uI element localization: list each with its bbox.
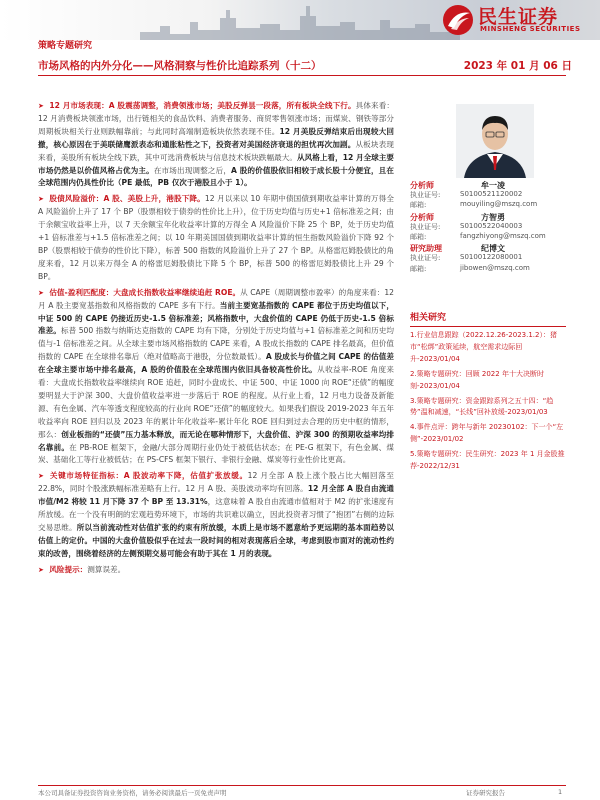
para-emphasis: 所以当前流动性对估值扩张的约束有所放缓，本质上是市场不愿意给予更远期的基本面趋势以估值上的定价。中国的大盘价值股似乎在过去一段时间的相对表现落后全球，考虑到股市面对的流动性约束的改善，围绕着经济的左侧预期交易可能会有助于其在 1 月的表现。 xyxy=(38,523,395,558)
para-emphasis: A 股的价值股依旧相较于成长股十分便宜，且在全球范围内仍具性价比（PE 最低，PB 仅次于港股且小于 1）。 xyxy=(38,165,394,188)
report-title: 市场风格的内外分化——风格洞察与性价比追踪系列（十二） xyxy=(38,60,322,72)
email-label: 邮箱: xyxy=(410,264,427,273)
analyst-email[interactable]: jibowen@mszq.com xyxy=(460,263,530,272)
analyst-header xyxy=(410,243,566,253)
analyst-role: 分析师 xyxy=(410,181,434,190)
summary-paragraph-5 xyxy=(38,564,394,577)
summary-paragraph-4 xyxy=(38,470,394,560)
analyst-list xyxy=(410,180,566,274)
analyst-block xyxy=(410,180,566,211)
triangle-bullet-icon: ➤ xyxy=(38,288,44,297)
para-lead: 关键市场特征指标：A 股波动率下降，估值扩张放缓。 xyxy=(49,471,248,481)
triangle-bullet-icon: ➤ xyxy=(38,102,44,110)
brand-name-cn: 民生证券 xyxy=(478,6,559,28)
city-skyline-graphic xyxy=(140,4,460,40)
para-lead: 12 月市场表现：A 股震荡调整，消费领涨市场；美股反弹昙一段落，所有板块全线下行。 xyxy=(49,101,356,110)
brand-name-en: MINSHENG SECURITIES xyxy=(480,25,581,33)
report-series: 策略专题研究 xyxy=(38,41,93,51)
para-emphasis: 从风格上看，12 月全球主要市场仍然是以价值风格占优为主。 xyxy=(38,152,395,175)
para-text: 从收益率-ROE 角度来看：大盘成长指数收益率继续向 ROE 追赶，同时小盘成长、中证 500、中证 1000 向 ROE“还债”的幅度要明显大于沪深 300、大盘价值收益率进一步落后于 ROE 的程度。从行业上看，12 月电力设备及新能源、有色金属、汽车等透支程度较高的行业向 ROE“还债”的幅度较大。如果我们假设 2019-2023 年五年收益率向 ROE 回归以及 2023 年的累计年化收益率-累计年化 ROE 回归到过去合理的历史中枢的情形，那么： xyxy=(38,365,394,439)
title-divider xyxy=(38,75,566,76)
triangle-bullet-icon: ➤ xyxy=(38,565,44,574)
para-text: ，这意味着 A 股自由流通市值相对于 M2 的扩张速度有所放缓。在一个没有明朗的宏观趋势环境下，市场的共识难以确立，因此投资者习惯了“抱团”右侧的边际交易思维。 xyxy=(38,497,394,532)
para-text: 从板块表现来看，美股所有板块全线下跌，其中可选消费板块与信息技术板块跌幅最大。 xyxy=(38,139,395,162)
related-research-link[interactable]: 2.策略专题研究：回顾 2022 年十大决断时刻-2023/01/04 xyxy=(410,369,544,390)
email-label: 邮箱: xyxy=(410,201,427,210)
analyst-header xyxy=(410,180,566,190)
license-label: 执业证号: xyxy=(410,222,441,231)
analyst-email-row xyxy=(410,264,566,274)
para-text: 在市场出现调整之后， xyxy=(153,165,232,175)
analyst-role: 研究助理 xyxy=(410,244,442,254)
summary-paragraph-1 xyxy=(38,100,394,190)
para-lead: 估值-盈利匹配度：大盘成长指数收益率继续追赶 ROE。 xyxy=(49,287,241,297)
analyst-block xyxy=(410,243,566,274)
analyst-header xyxy=(410,212,566,222)
analyst-license-row xyxy=(410,253,566,263)
analyst-name: 牟一凌 xyxy=(481,181,505,190)
para-lead: 股债风险溢价：A 股、美股上升，港股下降。 xyxy=(49,194,205,204)
license-label: 执业证号: xyxy=(410,254,441,263)
related-research-link[interactable]: 4.事件点评：跨年与新年 20230102：下一个“左侧”-2023/01/02 xyxy=(410,423,564,444)
analyst-license: S0100522040003 xyxy=(460,221,523,230)
license-label: 执业证号: xyxy=(410,191,441,200)
brand-logo xyxy=(442,2,592,38)
analyst-email[interactable]: mouyiling@mszq.com xyxy=(460,200,538,209)
footer-doc-type: 证券研究报告 xyxy=(466,789,505,797)
summary-column xyxy=(38,100,394,580)
related-research xyxy=(410,310,566,473)
header-banner xyxy=(0,0,600,40)
page-number: 1 xyxy=(558,788,563,796)
analyst-block xyxy=(410,212,566,243)
para-lead: 风险提示： xyxy=(49,564,88,574)
summary-paragraph-3 xyxy=(38,287,394,468)
para-emphasis: A 股成长与价值之间 CAPE 的估值差在全球主要市场中排名最高，A 股的价值股在全球范围内依旧具备较高性价比。 xyxy=(38,352,394,375)
para-text: 标普 500 指数与纳斯达克指数的 CAPE 均有下降，分别处于历史均值与+1 倍标准差之间和历史均值与-1 倍标准差之间。从全球主要市场风格指数的 CAPE 来看，A 股成长指数的 CAPE 排名最高，但价值指数的 CAPE 在全球排名靠后（绝对值略高于港股，分位数最低）。 xyxy=(38,326,394,362)
analyst-license: S0100122080001 xyxy=(460,253,523,262)
report-date: 2023 年 01 月 06 日 xyxy=(463,60,572,72)
email-label: 邮箱: xyxy=(410,232,427,241)
triangle-bullet-icon: ➤ xyxy=(38,195,44,204)
analyst-email-row xyxy=(410,232,566,242)
analyst-name: 纪博文 xyxy=(481,244,505,254)
analyst-license: S0100521120002 xyxy=(460,190,523,199)
para-emphasis: 创业板指的“还债”压力基本释放，而无论在哪种情形下，大盘价值、沪深 300 的预期收益率均排名靠前。 xyxy=(38,429,395,452)
related-research-link[interactable]: 1.行业信息跟踪（2022.12.26-2023.1.2）：猪市“松绑”政策延续，航空需求边际回升-2023/01/04 xyxy=(410,331,557,363)
summary-paragraph-2 xyxy=(38,193,394,283)
para-text: 12 月全部 A 股上涨个股占比大幅回落至 22.8%，同时个股涨跌幅标准差略有上行。12 月 A 股、美股波动率均有回落。 xyxy=(38,471,394,494)
analyst-email-row xyxy=(410,200,566,210)
analyst-name: 方智勇 xyxy=(481,212,505,222)
analyst-role: 分析师 xyxy=(410,212,434,222)
analyst-email[interactable]: fangzhiyong@mszq.com xyxy=(460,231,546,240)
para-text: 具体来看：12 月消费板块领涨市场，出行链相关的食品饮料、消费者服务、商贸零售领涨市场；而煤炭、钢铁等部分周期板块相关行业则跌幅靠前；与此同时高端制造板块依然表现不佳。 xyxy=(38,101,395,136)
para-emphasis: 12 月美股反弹结束后出现较大回撤，核心原因在于美联储鹰派表态和通胀粘性之下，投资者对美国经济衰退的担忧再次加剧。 xyxy=(38,126,395,149)
para-text: 12 月以来以 10 年期中债国债到期收益率计算的万得全 A 风险溢价上升了 17 个 BP（股票相较于债券的性价比上升），位于历史均值与历史+1 倍标准差之间；由于余额宝收益率上升，以 7 天余额宝年化收益率计算的万得全 A 风险溢价下降 25 个 BP，处于历史均值+1 倍标准差与+1.5 倍标准差之间；以 10 年期美国国债到期收益率计算的恒生指数风险溢价下降 92 个 BP（股票相较于债券的性价比下降），标普 500 指数的风险溢价上升了 27 个 BP。从格雷厄姆股债比的角度来看，12 月以来万得全 A 的格雷厄姆股债比下降 5 个 BP，标普 500 的格雷厄姆股债比上升 29 个 BP。 xyxy=(38,194,394,281)
footer-divider xyxy=(38,785,566,786)
minsheng-logo-icon xyxy=(442,4,474,36)
related-research-link[interactable]: 5.策略专题研究：民生研究：2023 年 1 月金股推荐-2022/12/31 xyxy=(410,450,565,471)
para-text: 测算误差。 xyxy=(87,564,126,574)
triangle-bullet-icon: ➤ xyxy=(38,472,44,481)
para-emphasis: 当前主要宽基指数的 CAPE 都位于历史均值以下，中证 500 的 CAPE 仍接近历史-1.5 倍标准差；风格指数中，大盘价值的 CAPE 仍低于历史-1.5 倍标准差。 xyxy=(38,300,394,336)
footer-disclaimer: 本公司具备证券投资咨询业务资格，请务必阅读最后一页免责声明 xyxy=(38,789,227,797)
related-research-title: 相关研究 xyxy=(410,310,566,327)
para-emphasis: 12 月全部 A 股自由流通市值/M2 将较 11 月下降 37 个 BP 至 13.31% xyxy=(38,484,394,507)
related-research-link[interactable]: 3.策略专题研究：资金跟踪系列之五十四：“趋势”温和减速，“长线”回补放缓-2023/01/03 xyxy=(410,396,554,417)
analyst-license-row xyxy=(410,222,566,232)
para-text: 从 CAPE（周期调整市盈率）的角度来看：12 月 A 股主要宽基指数和风格指数的 CAPE 多有下行。 xyxy=(38,287,394,310)
analyst-license-row xyxy=(410,190,566,200)
para-text: 在 PB-ROE 框架下，金融/大部分周期行业仍处于被低估状态；在 PE-G 框架下，有色金属、煤炭、基础化工等行业被低估；在 PS-CFS 框架下银行、非银行金融、煤炭等行业性价比更高。 xyxy=(38,442,394,465)
analyst-photo xyxy=(456,104,534,178)
